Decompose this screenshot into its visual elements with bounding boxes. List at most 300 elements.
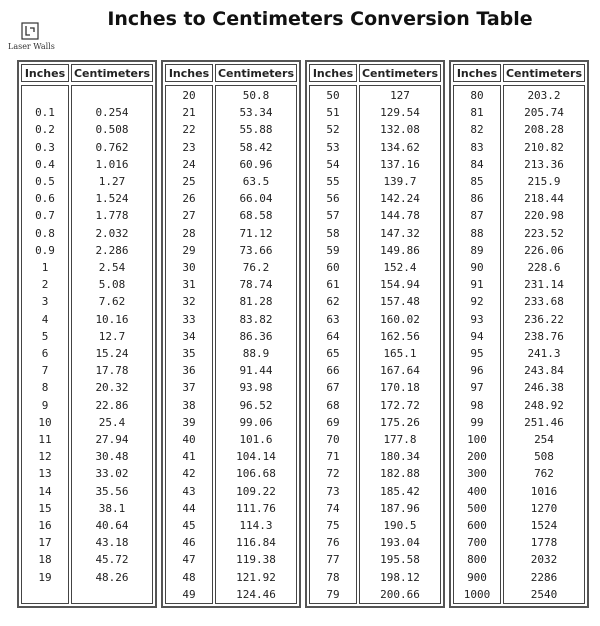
centimeters-value: 198.12 [380,570,420,584]
centimeters-value: 78.74 [239,278,273,292]
inches-value: 600 [467,519,487,532]
table-row [309,483,441,500]
centimeters-value: 208.28 [524,123,564,137]
inches-value: 15 [38,501,52,515]
header-inches: Inches [165,64,213,82]
centimeters-value: 147.32 [380,226,420,240]
inches-value: 42 [182,467,196,481]
centimeters-value: 119.38 [236,553,276,567]
inches-value: 21 [182,106,196,120]
centimeters-value: 241.3 [527,347,561,360]
centimeters-value: 76.2 [242,261,270,274]
inches-value: 0.2 [35,123,55,137]
table-row [453,207,585,224]
inches-value: 84 [470,157,484,171]
inches-value: 45 [182,519,196,532]
centimeters-value: 193.04 [380,536,420,550]
inches-value: 17 [38,536,52,550]
table-row [165,414,297,431]
table-row [309,139,441,156]
inches-value: 56 [326,192,340,206]
inches-value: 61 [326,278,340,292]
centimeters-value: 170.18 [380,381,420,395]
table-row [453,328,585,345]
centimeters-value: 218.44 [524,192,564,206]
inches-value: 24 [182,157,196,171]
inches-value: 1000 [463,587,491,601]
inches-value: 68 [326,398,340,412]
centimeters-value: 2.032 [95,226,129,240]
inches-value: 57 [326,209,340,223]
page-title: Inches to Centimeters Conversion Table [107,8,533,30]
inches-value: 22 [182,123,196,137]
header-inches: Inches [453,64,501,82]
centimeters-value: 137.16 [380,157,420,171]
table-row [309,569,441,586]
table-row [21,483,153,500]
inches-value: 20 [182,89,196,102]
logo [8,22,55,51]
centimeters-value: 185.42 [380,484,420,498]
centimeters-value: 27.94 [95,433,129,446]
inches-value: 54 [326,157,340,171]
inches-value: 93 [470,312,484,326]
centimeters-value: 63.5 [242,175,270,188]
centimeters-value: 2286 [530,570,558,584]
centimeters-value: 58.42 [239,140,273,154]
centimeters-value: 33.02 [95,467,129,481]
centimeters-value: 0.254 [95,106,129,120]
table-row [21,225,153,242]
inches-value: 4 [41,312,49,326]
centimeters-value: 144.78 [380,209,420,223]
table-row [165,139,297,156]
centimeters-value: 210.82 [524,140,564,154]
centimeters-value: 15.24 [95,347,129,360]
inches-value: 99 [470,415,484,429]
table-row [165,207,297,224]
table-row [21,362,153,379]
inches-value: 9 [41,398,49,412]
table-row [21,156,153,173]
centimeters-value: 200.66 [380,587,420,601]
inches-value: 14 [38,484,52,498]
inches-value: 90 [470,261,484,274]
centimeters-value: 20.32 [95,381,129,395]
centimeters-value: 226.06 [524,243,564,257]
table-row [165,328,297,345]
inches-value: 16 [38,519,52,532]
table-row [453,448,585,465]
inches-value: 63 [326,312,340,326]
table-row [165,586,297,603]
table-row [21,414,153,431]
inches-value: 900 [467,570,487,584]
centimeters-value: 175.26 [380,415,420,429]
centimeters-value: 88.9 [242,347,270,360]
table-row [453,104,585,121]
inches-value: 11 [38,433,52,446]
conversion-table-2 [161,60,301,608]
centimeters-value: 116.84 [236,536,276,550]
inches-value: 29 [182,243,196,257]
centimeters-value: 149.86 [380,243,420,257]
inches-value: 71 [326,450,340,464]
table-row [165,293,297,310]
inches-value: 59 [326,243,340,257]
centimeters-value: 50.8 [242,89,270,102]
inches-value: 700 [467,536,487,550]
table-row [309,379,441,396]
table-row [165,379,297,396]
inches-value: 18 [38,553,52,567]
table-row [453,259,585,276]
centimeters-value: 5.08 [98,278,126,292]
table-row [21,121,153,138]
centimeters-value: 1016 [530,484,558,498]
inches-value: 47 [182,553,196,567]
centimeters-value: 190.5 [383,519,417,532]
inches-value: 48 [182,570,196,584]
table-row [309,517,441,534]
inches-value: 79 [326,587,340,601]
table-row [453,500,585,517]
table-row [165,173,297,190]
header-inches: Inches [309,64,357,82]
inches-value: 89 [470,243,484,257]
table-row [21,379,153,396]
table-row [21,311,153,328]
table-row [453,362,585,379]
table-row [453,569,585,586]
table-row [165,190,297,207]
table-row [165,362,297,379]
centimeters-value: 132.08 [380,123,420,137]
table-row [309,500,441,517]
inches-value: 0.8 [35,226,55,240]
inches-value: 33 [182,312,196,326]
centimeters-value: 236.22 [524,312,564,326]
table-row [309,414,441,431]
table-row [165,87,297,104]
inches-value: 91 [470,278,484,292]
table-row [309,225,441,242]
inches-value: 74 [326,501,340,515]
centimeters-value: 10.16 [95,312,129,326]
table-row [309,551,441,568]
centimeters-value: 22.86 [95,398,129,412]
centimeters-value: 2032 [530,553,558,567]
centimeters-value: 160.02 [380,312,420,326]
centimeters-value: 91.44 [239,364,273,378]
inches-value: 26 [182,192,196,206]
table-row [309,242,441,259]
table-row [453,190,585,207]
centimeters-value: 121.92 [236,570,276,584]
table-row [309,276,441,293]
inches-value: 87 [470,209,484,223]
inches-value: 52 [326,123,340,137]
inches-value: 86 [470,192,484,206]
centimeters-value: 17.78 [95,364,129,378]
inches-value: 50 [326,89,340,102]
table-row [165,517,297,534]
header-centimeters: Centimeters [71,64,153,82]
table-row [309,190,441,207]
table-row [21,293,153,310]
centimeters-value: 111.76 [236,501,276,515]
centimeters-value: 45.72 [95,553,129,567]
inches-value: 23 [182,140,196,154]
table-row [21,190,153,207]
table-row [165,259,297,276]
centimeters-value: 2540 [530,587,558,601]
centimeters-value: 172.72 [380,398,420,412]
table-row [309,156,441,173]
header-centimeters: Centimeters [215,64,297,82]
table-row [453,293,585,310]
inches-value: 30 [182,261,196,274]
inches-value: 73 [326,484,340,498]
centimeters-value: 127 [390,89,410,102]
inches-value: 97 [470,381,484,395]
table-row [309,207,441,224]
table-row [453,139,585,156]
centimeters-value: 7.62 [98,295,126,309]
table-row [453,414,585,431]
centimeters-value: 203.2 [527,89,561,102]
centimeters-value: 167.64 [380,364,420,378]
inches-value: 27 [182,209,196,223]
table-row [453,276,585,293]
centimeters-value: 30.48 [95,450,129,464]
centimeters-value: 68.58 [239,209,273,223]
centimeters-value: 142.24 [380,192,420,206]
table-row [165,276,297,293]
centimeters-value: 109.22 [236,484,276,498]
inches-value: 7 [41,364,49,378]
table-row [21,328,153,345]
table-row [453,156,585,173]
inches-value: 85 [470,175,484,188]
inches-value: 58 [326,226,340,240]
inches-value: 1 [41,261,49,274]
inches-value: 0.4 [35,157,55,171]
table-row [309,534,441,551]
table-row [309,104,441,121]
centimeters-value: 1524 [530,519,558,532]
centimeters-value: 248.92 [524,398,564,412]
centimeters-value: 106.68 [236,467,276,481]
inches-value: 95 [470,347,484,360]
table-row [453,173,585,190]
table-row [309,87,441,104]
table-row [21,242,153,259]
centimeters-value: 93.98 [239,381,273,395]
centimeters-value: 40.64 [95,519,129,532]
table-row [165,448,297,465]
inches-value: 60 [326,261,340,274]
inches-value: 6 [41,347,49,360]
centimeters-value: 53.34 [239,106,273,120]
centimeters-value: 0.762 [95,140,129,154]
inches-value: 19 [38,570,52,584]
inches-value: 31 [182,278,196,292]
logo-text: Laser Walls [8,42,55,51]
centimeters-value: 25.4 [98,415,126,429]
table-row [165,156,297,173]
table-row [21,104,153,121]
centimeters-value: 1.27 [98,175,126,188]
centimeters-value: 238.76 [524,329,564,343]
table-row [165,465,297,482]
inches-value: 53 [326,140,340,154]
inches-value: 400 [467,484,487,498]
inches-value: 67 [326,381,340,395]
inches-value: 51 [326,106,340,120]
centimeters-value: 124.46 [236,587,276,601]
inches-value: 80 [470,89,484,102]
inches-value: 36 [182,364,196,378]
table-row [453,242,585,259]
table-row [165,397,297,414]
table-row [309,121,441,138]
inches-value: 44 [182,501,196,515]
centimeters-value: 55.88 [239,123,273,137]
inches-value: 0.5 [35,175,55,188]
inches-value: 0.6 [35,192,55,206]
centimeters-value: 139.7 [383,175,417,188]
inches-value: 2 [41,278,49,292]
inches-value: 82 [470,123,484,137]
inches-value: 98 [470,398,484,412]
centimeters-value: 187.96 [380,501,420,515]
centimeters-value: 195.58 [380,553,420,567]
table-row [165,242,297,259]
centimeters-value: 182.88 [380,467,420,481]
centimeters-value: 96.52 [239,398,273,412]
inches-value: 77 [326,553,340,567]
centimeters-value: 508 [534,450,554,464]
inches-value: 96 [470,364,484,378]
centimeters-value: 35.56 [95,484,129,498]
centimeters-value: 177.8 [383,433,417,446]
centimeters-value: 38.1 [98,501,126,515]
table-row [165,500,297,517]
table-row [21,397,153,414]
centimeters-value: 205.74 [524,106,564,120]
table-row [21,448,153,465]
centimeters-value: 48.26 [95,570,129,584]
table-row [453,517,585,534]
inches-value: 76 [326,536,340,550]
table-row [453,345,585,362]
centimeters-value: 246.38 [524,381,564,395]
centimeters-value: 165.1 [383,347,417,360]
inches-value: 34 [182,329,196,343]
inches-value: 75 [326,519,340,532]
centimeters-value: 1270 [530,501,558,515]
inches-value: 41 [182,450,196,464]
inches-value: 37 [182,381,196,395]
header-centimeters: Centimeters [503,64,585,82]
inches-value: 88 [470,226,484,240]
centimeters-value: 81.28 [239,295,273,309]
table-row [309,259,441,276]
table-row [453,379,585,396]
centimeters-value: 71.12 [239,226,273,240]
table-row [453,87,585,104]
table-row [21,139,153,156]
table-row [165,345,297,362]
centimeters-value: 43.18 [95,536,129,550]
inches-value: 78 [326,570,340,584]
centimeters-value: 60.96 [239,157,273,171]
inches-value: 0.3 [35,140,55,154]
inches-value: 0.9 [35,243,55,257]
inches-value: 10 [38,415,52,429]
inches-value: 62 [326,295,340,309]
inches-value: 72 [326,467,340,481]
table-row [21,465,153,482]
table-row [309,362,441,379]
logo-mark-icon [20,22,40,40]
table-row [453,121,585,138]
table-row [21,551,153,568]
table-row [453,431,585,448]
inches-value: 70 [326,433,340,446]
inches-value: 0.7 [35,209,55,223]
inches-value: 38 [182,398,196,412]
conversion-table-1 [17,60,157,608]
centimeters-value: 243.84 [524,364,564,378]
inches-value: 200 [467,450,487,464]
table-row [453,225,585,242]
table-row [309,448,441,465]
centimeters-value: 1778 [530,536,558,550]
table-row [21,534,153,551]
inches-value: 35 [182,347,196,360]
centimeters-value: 12.7 [98,329,126,343]
inches-value: 43 [182,484,196,498]
table-row [165,569,297,586]
centimeters-value: 251.46 [524,415,564,429]
table-row [309,345,441,362]
table-row [21,500,153,517]
table-row [21,517,153,534]
table-row [309,311,441,328]
conversion-table-4 [449,60,589,608]
centimeters-value: 129.54 [380,106,420,120]
table-row [21,276,153,293]
table-row [309,328,441,345]
table-row [165,121,297,138]
centimeters-value: 213.36 [524,157,564,171]
centimeters-value: 223.52 [524,226,564,240]
inches-value: 12 [38,450,52,464]
centimeters-value: 231.14 [524,278,564,292]
centimeters-value: 104.14 [236,450,276,464]
table-row [165,431,297,448]
header-inches: Inches [21,64,69,82]
centimeters-value: 233.68 [524,295,564,309]
centimeters-value: 2.54 [98,261,126,274]
inches-value: 3 [41,295,49,309]
inches-value: 46 [182,536,196,550]
inches-value: 100 [467,433,487,446]
table-row [21,569,153,586]
centimeters-value: 0.508 [95,123,129,137]
